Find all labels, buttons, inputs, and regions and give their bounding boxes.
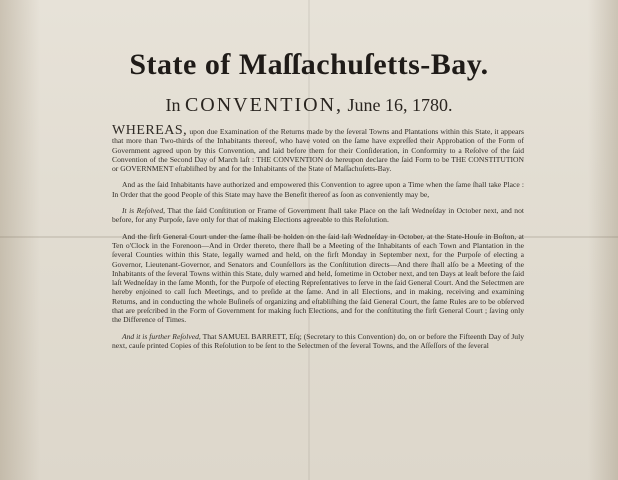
- paragraph-whereas: [112, 123, 524, 174]
- paragraph-authorization: [112, 180, 524, 199]
- paragraph-lead: WHEREAS,: [112, 123, 188, 138]
- paragraph-text: That SAMUEL BARRETT, Eſq; (Secretary to this Convention) do, on or before the Fifteenth Day of July next, cauſe printed Copies of this Reſolution to be ſent to the Selectmen of the ſeveral Towns, and the Aſſeſſors of the ſeveral: [112, 331, 524, 350]
- resolution-body: [112, 123, 524, 357]
- document-title: State of Maſſachuſetts-Bay.: [129, 48, 489, 81]
- paragraph-lead: And it is further Reſolved,: [122, 331, 201, 341]
- paragraph-text: upon due Examination of the Returns made by the ſeveral Towns and Plantations within this State, it appears that more than Two-thirds of the Inhabitants thereof, who have voted on the ſame have expreſſed their Approbation of the Form of Government agreed upon by this Convention, and laid before them for their Conſideration, in Conformity to a Reſolve of the ſaid Convention of the Second Day of March laſt : THE CONVENTION do hereupon declare the ſaid Form to be THE CONSTITUTION or GOVERNMENT eſtabliſhed by and for the Inhabitants of the State of Maſſachuſetts-Bay.: [112, 127, 524, 174]
- paragraph-text: And the firſt General Court under the ſame ſhall be holden on the ſaid laſt Wedneſday in October, at the State-Houſe in Boſton, at Ten o'Clock in the Forenoon—And in Order thereto, there ſhall be a Meeting of the Inhabitants of each Town and Plantation in the ſeveral Counties within this State, legally warned and held, on the firſt Monday in September next, for the Purpoſe of electing a Governor, Lieutenant-Governor, and Senators and Counſellors as the Conſtitution directs—And there ſhall alſo be a Meeting of the Inhabitants of the ſeveral Towns within this State, duly warned and held, ſometime in October next, and ten Days at leaſt before the ſaid laſt Wedneſday in the ſame Month, for the Purpoſe of electing Repreſentatives to ſerve in the ſaid General Court. And the Selectmen are hereby enjoined to call ſuch Meetings, and to preſide at the ſame. And in all Elections, and in making, receiving and examining Returns, and in conducting the whole Buſineſs of organizing and eſtabliſhing the ſaid General Court, the ſame Rules are to be obſerved that are preſcribed in the Form of Government for making ſuch Elections, and for the conſtituting the firſt General Court ; ſaving only the Difference of Times.: [112, 231, 524, 325]
- paragraph-lead: It is Reſolved,: [122, 206, 166, 216]
- dateline-convention: CONVENTION,: [184, 94, 344, 116]
- dateline: [0, 94, 618, 117]
- paragraph-text: And as the ſaid Inhabitants have authorized and empowered this Convention to agree upon a Time when the ſame ſhall take Place : In Order that the good People of this State may have the Benefit thereof as ſoon as conveniently may be,: [112, 180, 524, 199]
- paragraph-further-resolved: [112, 332, 524, 351]
- dateline-in: In: [165, 95, 181, 115]
- paragraph-text: That the ſaid Conſtitution or Frame of Government ſhall take Place on the laſt Wedneſday in October next, and not before, for any Purpoſe, ſave only for that of making Elections agreeable to this Reſolution.: [112, 206, 524, 225]
- paragraph-resolved: [112, 206, 524, 225]
- paragraph-general-court: [112, 232, 524, 325]
- dateline-date: June 16, 1780.: [347, 95, 453, 115]
